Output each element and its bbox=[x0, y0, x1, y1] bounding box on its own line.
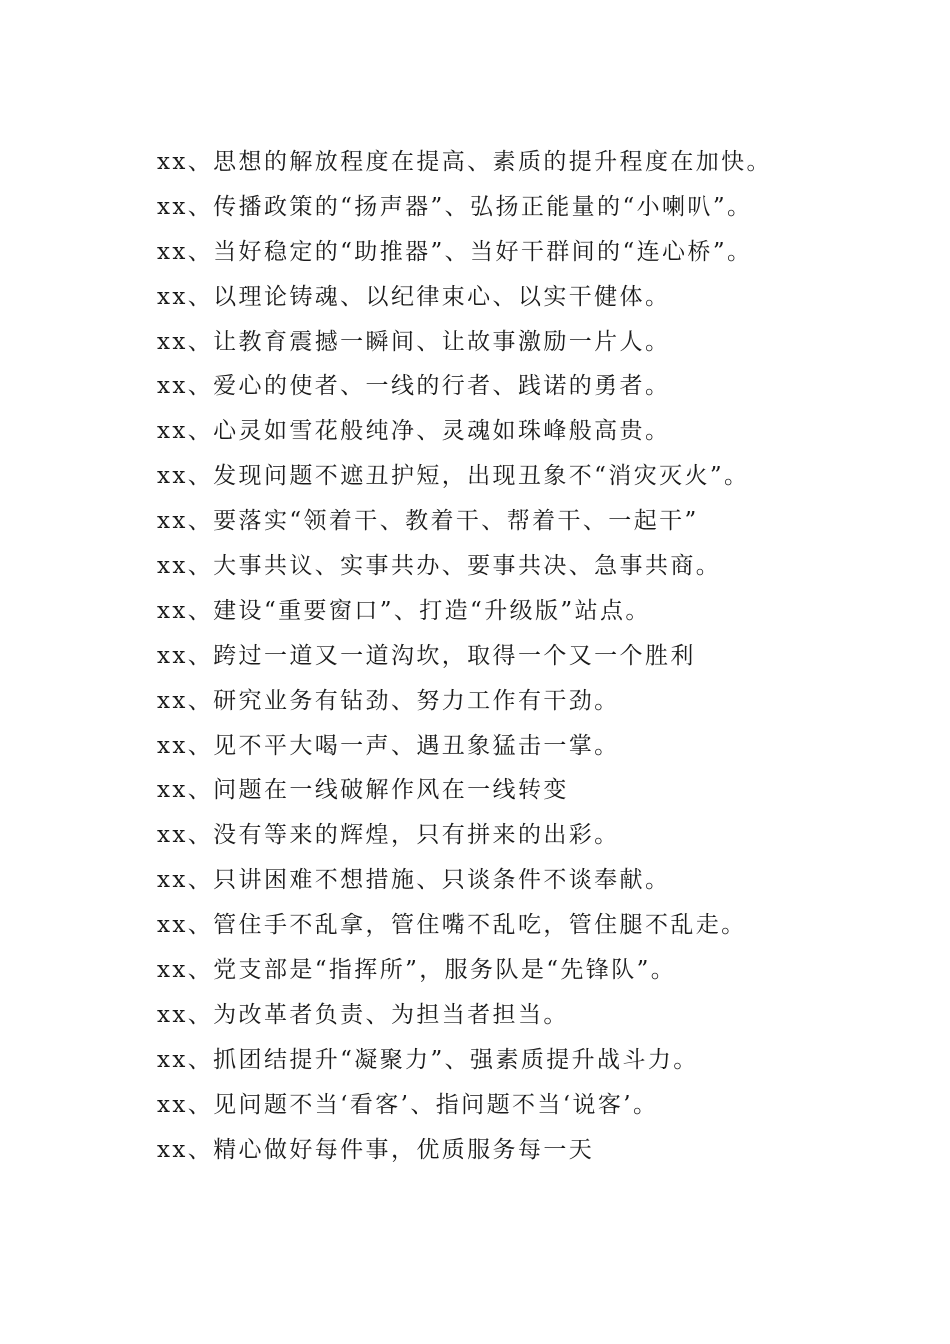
text-line: xx、见问题不当‘看客’、指问题不当‘说客’。 bbox=[157, 1091, 659, 1118]
text-line: xx、没有等来的辉煌，只有拼来的出彩。 bbox=[157, 822, 620, 849]
text-line: xx、只讲困难不想措施、只谈条件不谈奉献。 bbox=[157, 867, 671, 894]
text-line: xx、传播政策的“扬声器”、弘扬正能量的“小喇叭”。 bbox=[157, 193, 753, 220]
text-line: xx、要落实“领着干、教着干、帮着干、一起干” bbox=[157, 508, 699, 535]
text-line: xx、研究业务有钻劲、努力工作有干劲。 bbox=[157, 687, 620, 714]
text-line: xx、抓团结提升“凝聚力”、强素质提升战斗力。 bbox=[157, 1046, 699, 1073]
text-line: xx、见不平大喝一声、遇丑象猛击一掌。 bbox=[157, 732, 620, 759]
text-line: xx、当好稳定的“助推器”、当好干群间的“连心桥”。 bbox=[157, 238, 753, 265]
text-line: xx、大事共议、实事共办、要事共决、急事共商。 bbox=[157, 553, 722, 580]
text-line: xx、以理论铸魂、以纪律束心、以实干健体。 bbox=[157, 283, 671, 310]
text-line: xx、问题在一线破解作风在一线转变 bbox=[157, 777, 569, 804]
text-line: xx、让教育震撼一瞬间、让故事激励一片人。 bbox=[157, 328, 671, 355]
text-line: xx、心灵如雪花般纯净、灵魂如珠峰般高贵。 bbox=[157, 418, 671, 445]
text-line: xx、发现问题不遮丑护短，出现丑象不“消灾灭火”。 bbox=[157, 463, 750, 490]
text-line: xx、精心做好每件事，优质服务每一天 bbox=[157, 1136, 595, 1163]
text-line: xx、管住手不乱拿，管住嘴不乱吃，管住腿不乱走。 bbox=[157, 912, 747, 939]
text-line: xx、思想的解放程度在提高、素质的提升程度在加快。 bbox=[157, 149, 772, 175]
text-line: xx、为改革者负责、为担当者担当。 bbox=[157, 1001, 569, 1028]
text-line: xx、党支部是“指挥所”，服务队是“先锋队”。 bbox=[157, 957, 677, 984]
text-line: xx、跨过一道又一道沟坎，取得一个又一个胜利 bbox=[157, 642, 696, 669]
text-line: xx、爱心的使者、一线的行者、践诺的勇者。 bbox=[157, 373, 671, 400]
text-lines bbox=[157, 140, 917, 1172]
text-line: xx、建设“重要窗口”、打造“升级版”站点。 bbox=[157, 597, 651, 624]
